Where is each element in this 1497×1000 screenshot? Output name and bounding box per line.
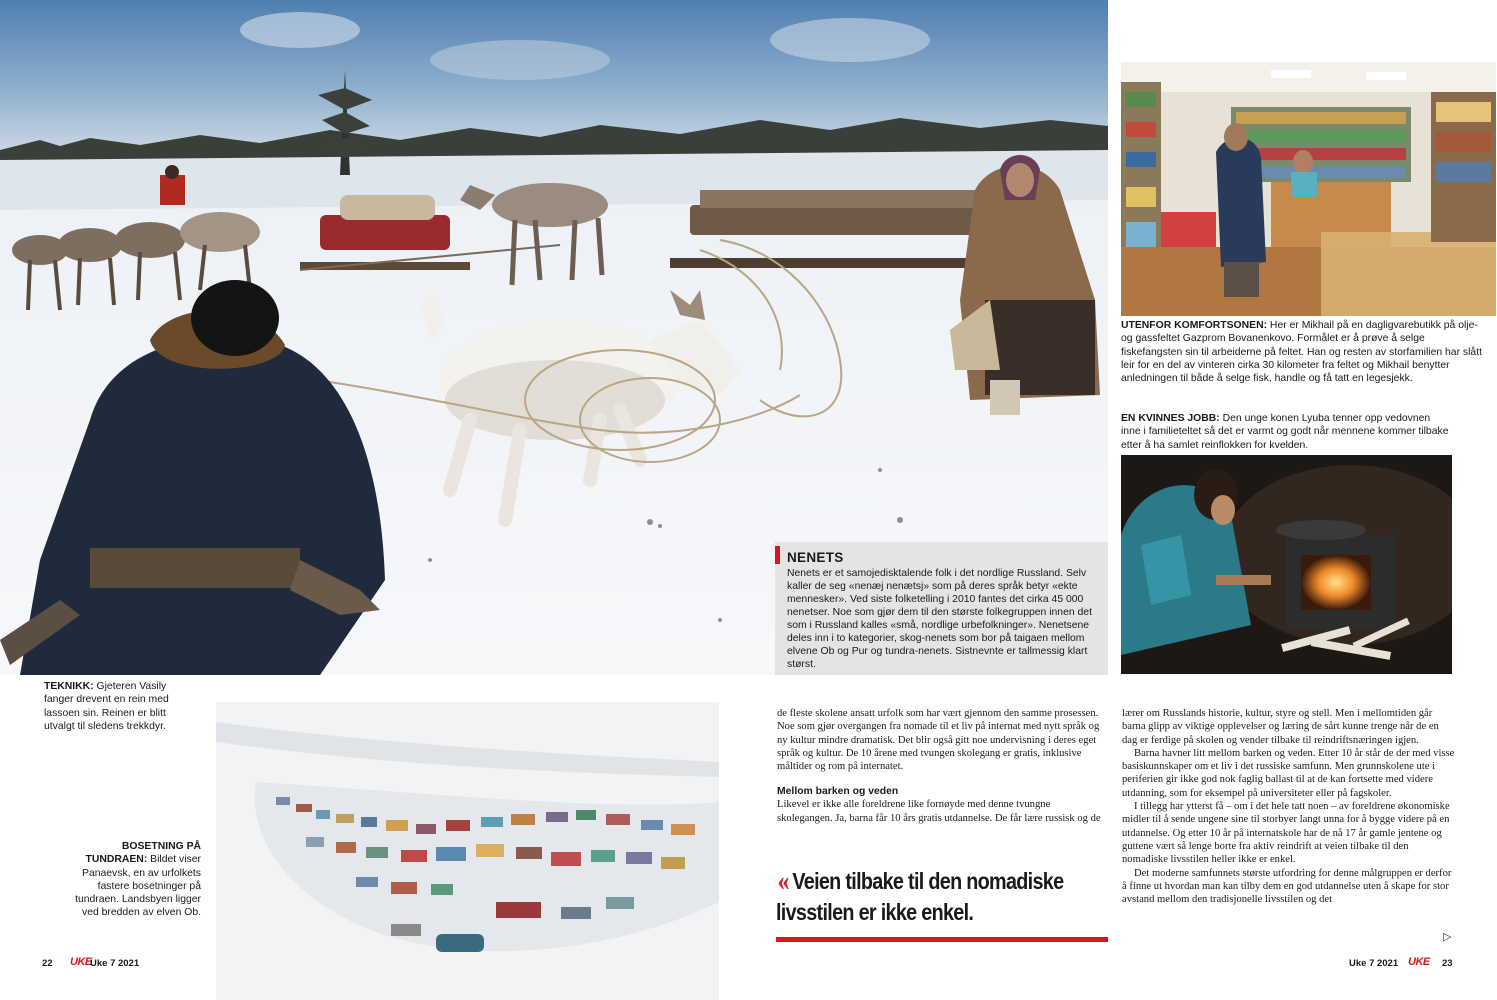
teknikk-caption bbox=[44, 680, 194, 733]
teknikk-caption-label: TEKNIKK: bbox=[44, 681, 94, 692]
right-issue-label: Uke 7 2021 bbox=[1349, 958, 1399, 969]
nenets-factbox bbox=[775, 542, 1108, 675]
left-magazine-logo: UKE bbox=[70, 956, 92, 968]
factbox-accent-bar bbox=[775, 546, 780, 564]
pull-quote bbox=[776, 866, 1108, 928]
right-page-number: 23 bbox=[1442, 958, 1453, 969]
tent-photo-caption bbox=[1121, 412, 1451, 452]
teknikk-caption-text: Gjeteren Vasily fanger drevent en rein med lassoen sin. Reinen er blitt utvalgt til sledens trekkdyr. bbox=[44, 681, 169, 732]
article-paragraph: I tillegg har ytterst få – om i det hele tatt noen – av foreldrene økonomiske midler til å sende ungene sine til storbyer langt unna for å bygge videre på en utdannelse. Og etter 10 år på internatskole har de nå 17 år gamle jentene og guttene vært så lenge borte fra aktiv reindrift at veien tilbake til den nomadiske livsstilen heller ikke er enkel. bbox=[1122, 801, 1450, 866]
right-magazine-logo: UKE bbox=[1408, 956, 1430, 968]
article-paragraph: de fleste skolene ansatt urfolk som har vært gjennom den samme prosessen. Noe som gjør overgangen fra nomade til et liv på internat med nytt språk og ny kultur mindre dramatisk. Det blir også gitt noe undervisning i deres eget språk og kultur. De 10 årene med tvungen skolegang er gratis, inklusive måltider og rom på internatet. bbox=[777, 708, 1100, 773]
shop-caption-text: Her er Mikhail på en dagligvarebutikk på olje- og gassfeltet Gazprom Bovanenkovo. Formålet er å prøve å selge fiskefangsten sin til arbeiderne på feltet. Han og resten av storfamilien har slått leir for en del av vinteren cirka 30 kilometer fra feltet og Mikhail benytter anledningen til både å selge fisk, handle og få tatt en legesjekk. bbox=[1121, 320, 1482, 385]
shop-caption-label: UTENFOR KOMFORTSONEN: bbox=[1121, 320, 1268, 331]
article-subheading: Mellom barken og veden bbox=[777, 786, 899, 798]
tent-stove-photo bbox=[1121, 455, 1452, 674]
tent-caption-text: Den unge konen Lyuba tenner opp vedovnen inne i familieteltet så det er varmt og godt når mennene kommer tilbake etter å ha samlet reinflokken for kvelden. bbox=[1121, 413, 1449, 451]
article-column-2 bbox=[1122, 707, 1455, 906]
grocery-store-photo bbox=[1121, 62, 1496, 316]
tent-caption-label: EN KVINNES JOBB: bbox=[1121, 413, 1220, 424]
bosetning-caption bbox=[66, 840, 201, 920]
article-paragraph: Likevel er ikke alle foreldrene like fornøyde med denne tvungne skolegangen. Ja, barna får 10 års gratis utdannelse. De får lære russisk og de bbox=[777, 799, 1101, 824]
left-issue-label: Uke 7 2021 bbox=[90, 958, 140, 969]
factbox-text: Nenets er et samojedisktalende folk i det nordlige Russland. Selv kaller de seg «nenæj nenætsj» som på deres språk betyr «ekte mennesker». Ved siste folketelling i 2010 fantes det cirka 45 000 nenetser. Noe som gjør dem til den største folkegruppen innen det som i Russland kalles «små, nordlige urbefolkninger». Nenetsene deles inn i to kategorier, skog-nenets som bor på taigaen mellom elvene Ob og Pur og tundra-nenets. Sistnevnte er tallmessig klart størst. bbox=[787, 568, 1092, 670]
pull-quote-underline bbox=[776, 937, 1108, 942]
quote-mark-icon: « bbox=[777, 864, 790, 897]
left-page-number: 22 bbox=[42, 958, 53, 969]
aerial-village-photo bbox=[216, 702, 719, 1000]
pull-quote-text: Veien tilbake til den nomadiske livsstilen er ikke enkel. bbox=[776, 868, 1064, 925]
bosetning-caption-text: Bildet viser Panaevsk, en av urfolkets fastere bosetninger på tundraen. Landsbyen ligger ved bredden av elven Ob. bbox=[75, 854, 201, 919]
continue-arrow-icon: ▷ bbox=[1443, 931, 1452, 943]
article-paragraph: Det moderne samfunnets største utfordring for denne målgruppen er derfor å finne ut hvordan man kan tilby dem en god utdannelse uten å skape for stor avstand mellom den tradisjonelle livsstilen og det bbox=[1122, 867, 1452, 906]
article-paragraph: Barna havner litt mellom barken og veden. Etter 10 år står de der med visse basiskunnskaper om et liv i det russiske samfunn. Men grunnskolene ute i periferien gir ikke god nok faglig ballast til at de kan fortsette med videre utdanning, som for eksempel på universiteter eller på fagskoler. bbox=[1122, 747, 1455, 799]
article-paragraph: lærer om Russlands historie, kultur, styre og stell. Men i mellomtiden går barna glipp av viktige opplevelser og læring de sårt kunne trenge når de en dag er ferdige på skolen og vender tilbake til reindriftsnæringen igjen. bbox=[1122, 708, 1439, 746]
bosetning-caption-label: BOSETNING PÅ TUNDRAEN: bbox=[85, 841, 201, 866]
shop-photo-caption bbox=[1121, 319, 1483, 385]
factbox-title: NENETS bbox=[787, 550, 844, 565]
article-column-1 bbox=[777, 707, 1107, 825]
